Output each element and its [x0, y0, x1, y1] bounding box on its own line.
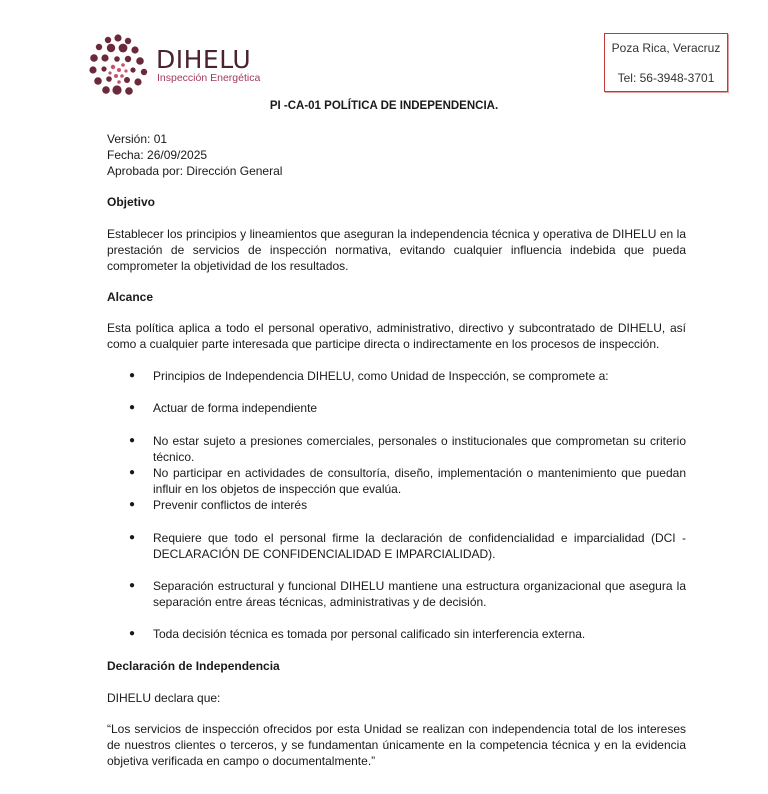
bullet-icon: ● — [129, 628, 136, 639]
list-item: No participar en actividades de consultoría, diseño, implementación o mantenimiento que puedan influir en los objetos de inspección que evalúa. — [153, 466, 686, 496]
list-item: Actuar de forma independiente — [153, 401, 318, 415]
declaration-quote: “Los servicios de inspección ofrecidos por esta Unidad se realizan con independencia total de los intereses de nuestros clientes o terceros, y se fundamentan únicamente en la competencia técnica y en la evidencia objetiva verificada en campo o documentalmente.” — [107, 722, 686, 768]
list-item: Requiere que todo el personal firme la declaración de confidencialidad e imparcialidad (DCI - DECLARACIÓN DE CONFIDENCIALIDAD E IMPARCIALIDAD). — [153, 531, 686, 561]
list-item: Prevenir conflictos de interés — [153, 498, 308, 512]
contact-box — [604, 33, 728, 92]
phone-text: Tel: 56-3948-3701 — [617, 71, 715, 85]
approved-by-line: Aprobada por: Dirección General — [107, 164, 283, 178]
version-line: Versión: 01 — [107, 132, 168, 146]
bullet-icon: ● — [129, 402, 136, 413]
objective-text: Establecer los principios y lineamientos que aseguran la independencia técnica y operativa de DIHELU en la prestación de servicios de inspección normativa, evitando cualquier influencia indebida que pueda comprometer la objetividad de los resultados. — [107, 227, 686, 273]
date-line: Fecha: 26/09/2025 — [107, 148, 208, 162]
document-title: PI -CA-01 POLÍTICA DE INDEPENDENCIA. — [269, 100, 499, 112]
bullet-icon: ● — [129, 370, 136, 381]
logo-name: DIHELU — [156, 45, 252, 74]
company-logo — [86, 32, 266, 100]
bullet-icon: ● — [129, 532, 136, 543]
bullet-icon: ● — [129, 467, 136, 478]
scope-heading: Alcance — [107, 290, 154, 304]
list-item: Separación estructural y funcional DIHELU mantiene una estructura organizacional que asegura la separación entre áreas técnicas, administrativas y de decisión. — [153, 579, 686, 609]
list-item: Toda decisión técnica es tomada por personal calificado sin interferencia externa. — [153, 627, 586, 641]
bullet-icon: ● — [129, 499, 136, 510]
list-item: No estar sujeto a presiones comerciales, personales o institucionales que comprometan su criterio técnico. — [153, 434, 686, 464]
location-text: Poza Rica, Veracruz — [611, 41, 721, 55]
logo-dots-icon — [86, 32, 154, 100]
list-item: Principios de Independencia DIHELU, como Unidad de Inspección, se compromete a: — [153, 369, 609, 383]
scope-text: Esta política aplica a todo el personal operativo, administrativo, directivo y subcontratado de DIHELU, así como a cualquier parte interesada que participe directa o indirectamente en los procesos de inspección. — [107, 321, 686, 351]
bullet-icon: ● — [129, 580, 136, 591]
bullet-icon: ● — [129, 435, 136, 446]
declaration-intro: DIHELU declara que: — [107, 691, 221, 705]
declaration-heading: Declaración de Independencia — [107, 659, 280, 673]
logo-tagline: Inspección Energética — [157, 72, 261, 84]
objective-heading: Objetivo — [107, 195, 156, 209]
